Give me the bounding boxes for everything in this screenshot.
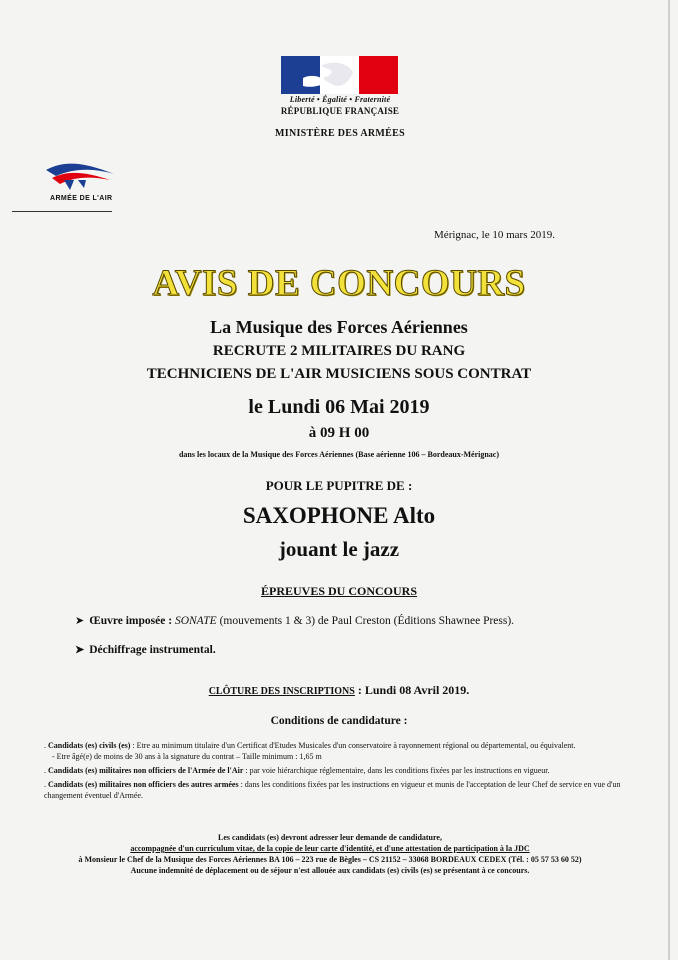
epreuve-item [75, 614, 514, 627]
condition-label: Candidats (es) civils (es) [48, 741, 131, 750]
footer-address: à Monsieur le Chef de la Musique des Forces Aériennes BA 106 – 223 rue de Bègles – CS 21152 – 33068 BORDEAUX CEDEX (Tél. : 05 57 53 60 52) [78, 855, 582, 864]
condition-label: Candidats (es) militaires non officiers de l'Armée de l'Air [48, 766, 244, 775]
footer-line: accompagnée d'un curriculum vitae, de la copie de leur carte d'identité, et d'une attestation de participation à la JDC [130, 844, 530, 853]
exam-day: le Lundi 06 Mai 2019 [248, 396, 430, 418]
condition-item: . Candidats (es) civils (es) : Etre au minimum titulaire d'un Certificat d'Etudes Musicales d'un conservatoire à rayonnement régional ou départemental, ou équivalent. - Etre âgé(e) de moins de 30 ans à la signature du contrat – Taille minimum : 1,65 m [44, 740, 634, 762]
arrow-bullet-icon: ➤ [75, 615, 85, 627]
notice-title: AVIS DE CONCOURS [152, 263, 526, 304]
instrument-style: jouant le jazz [278, 537, 400, 561]
epreuves-heading-text: ÉPREUVES DU CONCOURS [260, 584, 418, 598]
arrow-bullet-icon: ➤ [75, 644, 85, 656]
condition-label: Candidats (es) militaires non officiers des autres armées [48, 780, 239, 789]
item-text: Déchiffrage instrumental. [89, 644, 216, 656]
air-force-wing-icon [44, 158, 116, 192]
condition-item: . Candidats (es) militaires non officiers des autres armées : dans les conditions fixées par les instructions en vigueur et munis de l'acceptation de leur Chef de service en vue d'un changement éventuel d'Armée. [44, 780, 621, 800]
condition-item: . Candidats (es) militaires non officiers de l'Armée de l'Air : par voie hiérarchique réglementaire, dans les conditions fixées par les instructions en vigueur. [44, 766, 550, 775]
republic-motto: Liberté • Égalité • Fraternité [289, 95, 391, 104]
deadline-value: : Lundi 08 Avril 2019. [354, 683, 470, 697]
air-force-label: ARMÉE DE L'AIR [50, 195, 113, 202]
recruits-line: RECRUTE 2 MILITAIRES DU RANG [212, 343, 466, 359]
instrument: SAXOPHONE Alto [242, 503, 436, 528]
conditions-list [44, 740, 634, 804]
condition-text: : par voie hiérarchique réglementaire, dans les conditions fixées par les instructions en vigueur. [243, 766, 550, 775]
conditions-heading: Conditions de candidature : [270, 715, 408, 727]
application-instructions [20, 832, 640, 876]
work-title: SONATE [174, 615, 217, 627]
registration-deadline [0, 683, 678, 698]
work-details: (mouvements 1 & 3) de Paul Creston (Éditions Shawnee Press). [216, 615, 515, 627]
item-label: Œuvre imposée : [89, 615, 175, 627]
pupitre-label: POUR LE PUPITRE DE : [265, 478, 413, 493]
footer-line: Les candidats (es) devront adresser leur demande de candidature, [218, 833, 442, 842]
condition-text: : dans les conditions fixées par les instructions en vigueur et munis de l'acceptation de leur Chef de service en vue d'un changement éventuel d'Armée. [44, 780, 621, 800]
organizer: La Musique des Forces Aériennes [210, 317, 468, 337]
marianne-logo [281, 56, 398, 94]
ministry-name: MINISTÈRE DES ARMÉES [275, 128, 405, 139]
footer-line: Aucune indemnité de déplacement ou de séjour n'est allouée aux candidats (es) civils (es) se présentant à ce concours. [130, 866, 530, 875]
divider [12, 211, 112, 212]
epreuve-item [75, 643, 216, 656]
exam-place: dans les locaux de la Musique des Forces Aériennes (Base aérienne 106 – Bordeaux-Mérignac) [178, 450, 500, 459]
deadline-label: CLÔTURE DES INSCRIPTIONS [208, 686, 355, 697]
condition-text: : Etre au minimum titulaire d'un Certificat d'Etudes Musicales d'un conservatoire à rayonnement régional ou départemental, ou équivalent. [130, 741, 576, 750]
position-line: TECHNICIENS DE L'AIR MUSICIENS SOUS CONTRAT [146, 366, 532, 382]
condition-subline: - Etre âgé(e) de moins de 30 ans à la signature du contrat – Taille minimum : 1,65 m [52, 752, 322, 761]
epreuves-heading [0, 584, 678, 599]
exam-time: à 09 H 00 [308, 425, 370, 441]
republic-name: RÉPUBLIQUE FRANÇAISE [280, 106, 400, 116]
date-line: Mérignac, le 10 mars 2019. [434, 229, 555, 241]
